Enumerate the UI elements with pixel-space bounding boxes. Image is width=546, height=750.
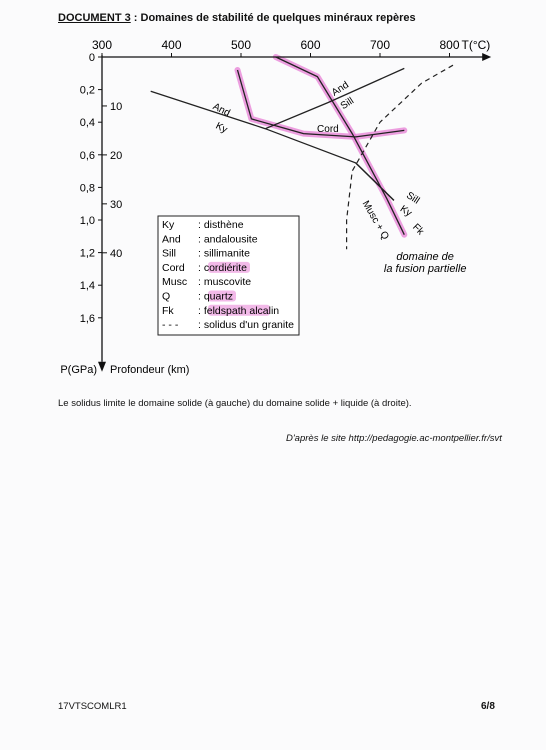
legend-abbr: Ky [162,219,175,231]
label-and-sill-lower: Sill [338,95,356,113]
temperature-tick-label: 500 [230,38,252,52]
pressure-tick-label: 1,2 [79,247,95,260]
pressure-axis-title: P(GPa) [60,363,97,376]
legend [158,216,299,335]
temperature-axis-arrow [482,53,491,61]
depth-tick-label: 10 [110,100,123,113]
temperature-tick-label: 800 [439,38,460,52]
label-sill-ky-lower: Ky [397,203,414,220]
pressure-tick-label: 0,4 [79,117,95,130]
depth-axis-title: Profondeur (km) [110,363,190,376]
temperature-tick-label: 400 [161,38,182,52]
pressure-axis-arrow [98,362,106,372]
pressure-tick-label: 1,4 [79,280,95,293]
temperature-tick-label: 700 [369,38,391,52]
fusion-zone-label: domaine de [396,250,454,263]
temperature-tick-label: 300 [91,38,113,52]
legend-name: : muscovite [198,276,252,289]
highlight-layer [238,57,405,235]
fusion-zone-label: la fusion partielle [383,262,467,275]
legend-name: : andalousite [198,233,258,246]
legend-abbr: Cord [162,261,185,274]
label-sill-ky-upper: Sill [404,190,422,207]
source-note: D'après le site http://pedagogie.ac-montpellier.fr/svt [286,433,502,444]
legend-name: : cordiérite [198,261,248,274]
solidus-note: Le solidus limite le domaine solide (à gauche) du domaine solide + liquide (à droite). [58,398,412,409]
pressure-tick-label: 0,8 [79,182,95,195]
legend-abbr: - - - [162,319,179,332]
pressure-tick-label: 0,6 [79,149,95,162]
label-cord: Cord [317,123,339,135]
label-musc-q: Musc + Q [359,198,391,242]
title-separator: : [130,12,141,24]
legend-abbr: Q [162,290,171,303]
legend-name: : disthène [198,219,244,231]
reaction-curve [356,163,394,201]
temperature-tick-label: 600 [300,38,321,52]
legend-name: : sillimanite [198,247,250,260]
pressure-tick-label: 0 [88,52,95,64]
label-and-ky-lower: Ky [213,120,229,136]
label-and-ky-upper: And [210,101,232,120]
pressure-tick-label: 1,0 [79,215,95,227]
legend-abbr: Musc [162,276,188,289]
pressure-tick-label: 0,2 [79,84,95,97]
document-label: DOCUMENT 3 [58,12,131,24]
legend-name: : quartz [198,290,234,303]
pressure-tick-label: 1,6 [79,312,95,325]
legend-name: : feldspath alcalin [198,304,280,317]
legend-abbr: And [162,233,181,246]
document-heading: Domaines de stabilité de quelques minéraux repères [140,12,416,24]
legend-abbr: Sill [162,247,177,260]
label-fk: Fk [410,221,426,238]
depth-tick-label: 30 [110,198,123,211]
footer-code: 17VTSCOMLR1 [58,701,127,712]
page-number: 6/8 [481,701,495,712]
legend-abbr: Fk [162,304,174,317]
depth-tick-label: 20 [110,149,123,162]
temperature-axis-title: T(°C) [461,38,491,52]
depth-tick-label: 40 [110,247,123,260]
label-and-sill-upper: And [329,79,351,99]
legend-name: : solidus d'un granite [198,319,294,332]
